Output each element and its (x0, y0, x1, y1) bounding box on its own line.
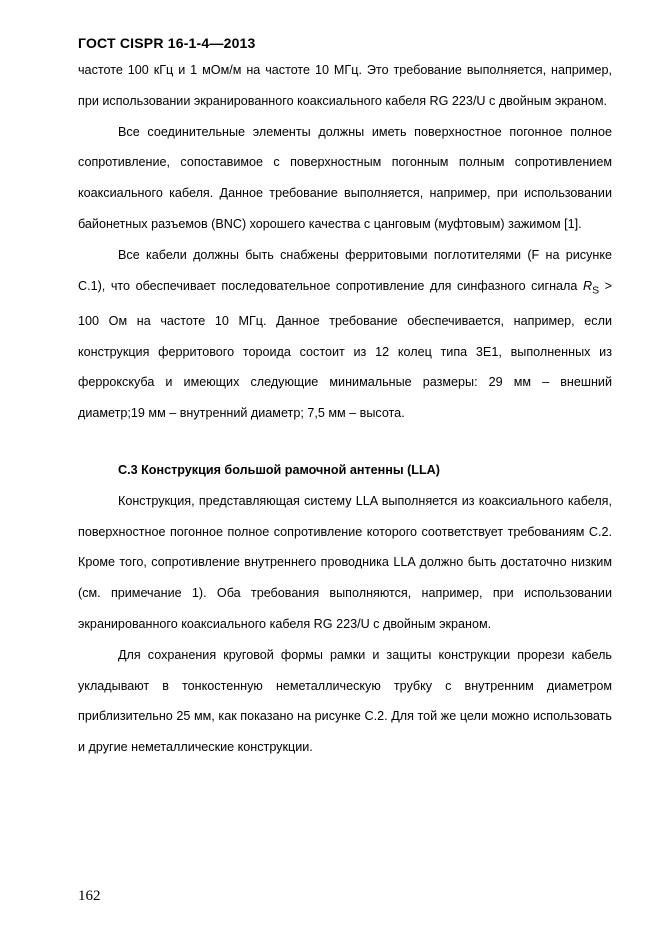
paragraph-lla-construction: Конструкция, представляющая систему LLA выполняется из коаксиального кабеля, поверхностное погонное полное сопротивление которого соответствует требованиям С.2. Кроме того, сопротивление внутреннего проводника LLA должно быть достаточно низким (см. примечание 1). Оба требования выполняются, например, при использовании экранированного коаксиального кабеля RG 223/U с двойным экраном. (78, 493, 612, 632)
paragraph-connectors: Все соединительные элементы должны иметь поверхностное погонное полное сопротивление, сопоставимое с поверхностным погонным полным сопротивлением коаксиального кабеля. Данное требование выполняется, например, при использовании байонетных разъемов (BNC) хорошего качества с цанговым (муфтовым) зажимом [1]. (78, 124, 612, 231)
document-header: ГОСТ CISPR 16-1-4—2013 (78, 35, 256, 51)
section-heading: С.3 Конструкция большой рамочной антенны (LLA) (118, 463, 440, 478)
resistance-subscript: S (592, 284, 600, 297)
paragraph-tube: Для сохранения круговой формы рамки и защиты конструкции прорези кабель укладывают в тонкостенную неметаллическую трубку с внутренним диаметром приблизительно 25 мм, как показано на рисунке С.2. Для той же цели можно использовать и другие неметаллические конструкции. (78, 647, 612, 755)
paragraph-ferrite-text-after: > 100 Ом на частоте 10 МГц. Данное требование обеспечивается, например, если конструкция ферритового тороида состоит из 12 колец типа 3Е1, выполненных из феррокскуба и имеющих следующие минимальные размеры: 29 мм – внешний диаметр;19 мм – внутренний диаметр; 7,5 мм – высота. (78, 278, 613, 421)
paragraph-ferrite-text-before: Все кабели должны быть снабжены ферритовыми поглотителями (F на рисунке С.1), что обеспечивает последовательное сопротивление для синфазного сигнала (78, 247, 612, 293)
paragraph-ferrite-absorbers (78, 240, 612, 429)
document-body (78, 55, 612, 763)
page-number: 162 (78, 888, 101, 904)
resistance-symbol: $R_S$ (582, 278, 600, 297)
paragraph-continuation: частоте 100 кГц и 1 мОм/м на частоте 10 МГц. Это требование выполняется, например, при использовании экранированного коаксиального кабеля RG 223/U с двойным экраном. (78, 63, 612, 108)
